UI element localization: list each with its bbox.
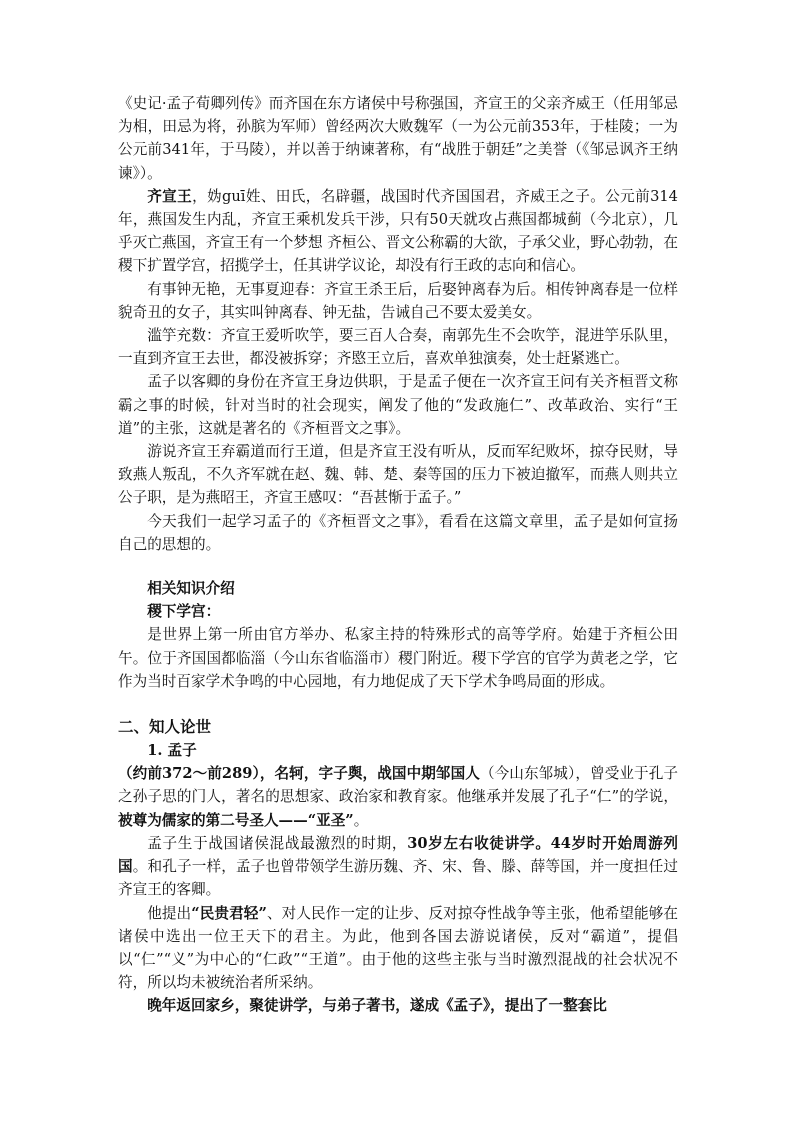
bio-bold-1: （约前372～前289），名轲，字子舆，战国中期邹国人	[118, 765, 480, 783]
knowledge-heading: 相关知识介绍	[147, 580, 235, 598]
document-page	[118, 92, 678, 1018]
bio2-text-c: 。和孔子一样，孟子也曾带领学生游历魏、齐、宋、鲁、滕、薛等国，并一度担任过齐宣王的客卿。	[118, 858, 678, 899]
spacer	[118, 556, 678, 577]
bio3-text-a: 他提出	[147, 904, 192, 922]
intro-paragraph-7: 今天我们一起学习孟子的《齐桓晋文之事》，看看在这篇文章里，孟子是如何宣扬自己的思想的。	[118, 512, 678, 553]
bio-paragraph-1	[118, 762, 678, 832]
bio-text-end: 。	[353, 811, 369, 829]
bio-paragraph-4: 晚年返回家乡，聚徒讲学，与弟子著书，遂成《孟子》，提出了一整套比	[147, 997, 607, 1015]
bio-text-1: （今山东邹城），曾受业于孔子之孙子思的门人，著名的思想家、政治家和教育家。他继承并发展了孔子“仁”的学说，	[118, 765, 678, 806]
intro-paragraph-5: 孟子以客卿的身份在齐宣王身边供职，于是孟子便在一次齐宣王问有关齐桓晋文称霸之事的时候，针对当时的社会现实，阐发了他的“发政施仁”、改革政治、实行“王道”的主张，这就是著名的《齐桓晋文之事》。	[118, 373, 678, 437]
bio-paragraph-2	[118, 832, 678, 902]
spacer	[118, 693, 678, 715]
bio2-bold: 30岁左右收徒讲学。44岁时开始周游列国	[118, 834, 678, 876]
bio3-bold: “民贵君轻”	[191, 904, 267, 922]
bio-bold-2: 被尊为儒家的第二号圣人——“亚圣”	[118, 811, 354, 829]
intro-paragraph-1: 《史记·孟子荀卿列传》而齐国在东方诸侯中号称强国，齐宣王的父亲齐威王（任用邹忌为相，田忌为将，孙膑为军师）曾经两次大败魏军（一为公元前353年，于桂陵；一为公元前341年，于马陵），并以善于纳谏著称，有“战胜于朝廷”之美誉（《邹忌讽齐王纳谏》）。	[118, 95, 678, 182]
qi-xuanwang-term: 齐宣王	[147, 187, 193, 205]
bio3-text-c: 、对人民作一定的让步、反对掠夺性战争等主张，他希望能够在诸侯中选出一位王天下的君主。为此，他到各国去游说诸侯，反对“霸道”，提倡以“仁”“义”为中心的“仁政”“王道”。由于他的这些主张与当时激烈混战的社会状况不符，所以均未被统治者所采纳。	[118, 904, 678, 992]
intro-paragraph-6: 游说齐宣王弃霸道而行王道，但是齐宣王没有听从，反而军纪败坏，掠夺民财，导致燕人叛乱，不久齐军就在赵、魏、韩、楚、秦等国的压力下被迫撤军，而燕人则共立公子职，是为燕昭王，齐宣王感叹：“吾甚惭于孟子。”	[118, 443, 678, 507]
intro-paragraph-3: 有事钟无艳，无事夏迎春：齐宣王杀王后，后娶钟离春为后。相传钟离春是一位样貌奇丑的女子，其实叫钟离春、钟无盐，告诫自己不要太爱美女。	[118, 280, 678, 321]
knowledge-subheading: 稷下学宫：	[147, 603, 221, 621]
section-heading: 二、知人论世	[118, 717, 212, 737]
bio2-text-a: 孟子生于战国诸侯混战最激烈的时期，	[147, 834, 408, 852]
knowledge-body: 是世界上第一所由官方举办、私家主持的特殊形式的高等学府。始建于齐桓公田午。位于齐国国都临淄（今山东省临淄市）稷门附近。稷下学宫的官学为黄老之学，它作为当时百家学术争鸣的中心园地，有力地促成了天下学术争鸣局面的形成。	[118, 626, 678, 690]
intro-paragraph-2	[118, 185, 678, 278]
intro-paragraph-2-text: ，妫guī姓、田氏，名辟疆，战国时代齐国国君，齐威王之子。公元前314年，燕国发生内乱，齐宣王乘机发兵干涉，只有50天就攻占燕国都城蓟（今北京），几乎灭亡燕国，齐宣王有一个梦想 齐桓公、晋文公称霸的大欲，子承父业，野心勃勃，在稷下扩置学宫，招揽学士，任其讲学议论，却没有行王政的志向和信心。	[118, 187, 678, 275]
bio-paragraph-3	[118, 902, 678, 995]
section-item-mencius: 1. 孟子	[147, 742, 197, 760]
intro-paragraph-4: 滥竽充数：齐宣王爱听吹竽，要三百人合奏，南郭先生不会吹竽，混进竽乐队里，一直到齐宣王去世，都没被拆穿；齐愍王立后，喜欢单独演奏，处士赶紧逃亡。	[118, 327, 678, 368]
